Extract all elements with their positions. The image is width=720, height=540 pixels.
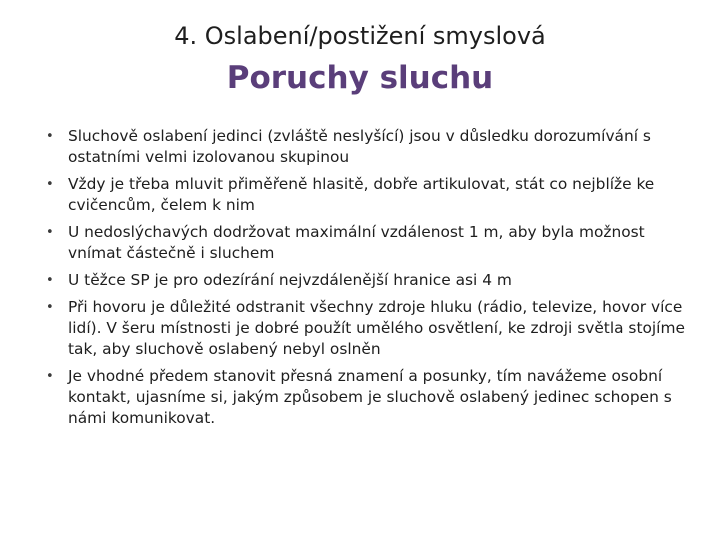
- bullet-item: [46, 270, 696, 291]
- bullet-list: [46, 126, 696, 435]
- bullet-icon: •: [46, 273, 54, 288]
- bullet-icon: •: [46, 177, 54, 192]
- bullet-text: Sluchově oslabení jedinci (zvláště neslyšící) jsou v důsledku dorozumívání s ostatními velmi izolovanou skupinou: [68, 127, 651, 166]
- bullet-item: [46, 174, 696, 216]
- bullet-item: [46, 297, 696, 360]
- bullet-text: Při hovoru je důležité odstranit všechny zdroje hluku (rádio, televize, hovor více lidí). V šeru místnosti je dobré použít umělého osvětlení, ke zdroji světla stojíme tak, aby sluchově oslabený nebyl oslněn: [68, 298, 685, 358]
- bullet-text: U nedoslýchavých dodržovat maximální vzdálenost 1 m, aby byla možnost vnímat částečně i sluchem: [68, 223, 645, 262]
- bullet-text: Vždy je třeba mluvit přiměřeně hlasitě, dobře artikulovat, stát co nejblíže ke cvičencům, čelem k nim: [68, 175, 655, 214]
- bullet-icon: •: [46, 225, 54, 240]
- slide-title: Poruchy sluchu: [226, 60, 494, 96]
- bullet-icon: •: [46, 300, 54, 315]
- bullet-item: [46, 366, 696, 429]
- bullet-icon: •: [46, 129, 54, 144]
- bullet-item: [46, 222, 696, 264]
- bullet-text: Je vhodné předem stanovit přesná znamení a posunky, tím navážeme osobní kontakt, ujasníme si, jakým způsobem je sluchově oslabený jedinec schopen s námi komunikovat.: [68, 367, 672, 427]
- bullet-text: U těžce SP je pro odezírání nejvzdálenější hranice asi 4 m: [68, 271, 512, 289]
- bullet-item: [46, 126, 696, 168]
- bullet-icon: •: [46, 369, 54, 384]
- slide-supertitle: 4. Oslabení/postižení smyslová: [174, 22, 546, 50]
